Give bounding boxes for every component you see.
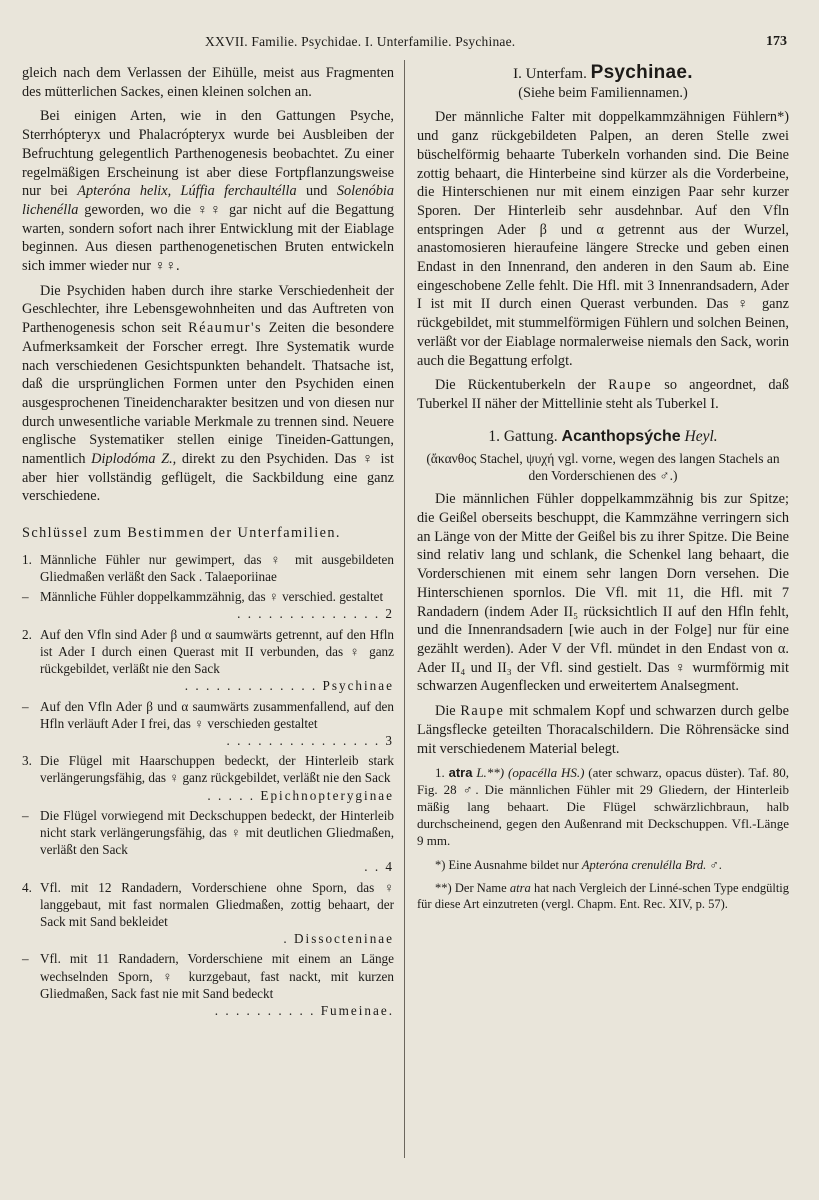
footnote-text: **) Der Name bbox=[435, 880, 507, 895]
footnote-species: Apteróna crenulélla Brd. bbox=[581, 858, 707, 873]
paragraph-text: direkt zu den Psychiden. Das ♀ ist aber hier vollständig geflügelt, die Sackbildung eine ganz verschiedene. bbox=[22, 451, 395, 505]
key-text: Die Flügel vorwiegend mit Deckschuppen bedeckt, der Hinterleib nicht stark verlängerungsfähig, das ♀ mit deutlichen Gliedmaßen, verläßt den Sack bbox=[40, 807, 394, 858]
genus-larva-paragraph bbox=[417, 702, 789, 758]
paragraph-text: Die Psychiden haben durch ihre starke Verschiedenheit der Geschlechter, ihre Lebensgewohnheiten und das Auftreten von Parthenogenesis schon seit bbox=[22, 282, 394, 337]
species-names: Apteróna helix, Lúffia ferchaultélla bbox=[77, 183, 297, 200]
paragraph-text: und bbox=[306, 183, 328, 200]
key-entry bbox=[22, 551, 394, 585]
species-number: 1. bbox=[435, 765, 445, 781]
paragraph-text: Die bbox=[435, 703, 456, 720]
genus-label: 1. Gattung. bbox=[488, 427, 558, 445]
subfamily-note: (Siehe beim Familiennamen.) bbox=[518, 84, 688, 101]
key-entry bbox=[22, 950, 394, 1019]
paragraph-continuation: gleich nach dem Verlassen der Eihülle, meist aus Fragmenten des mütterlichen Sackes, einen kleinen solchen an. bbox=[22, 65, 394, 100]
column-divider bbox=[404, 60, 405, 1158]
key-entry bbox=[22, 698, 394, 750]
key-text: Auf den Vfln Ader β und α saumwärts zusammenfallend, auf den Hfln verläuft Ader I frei, das ♀ verschieden gestaltet bbox=[40, 698, 394, 731]
key-result: . . 4 bbox=[364, 859, 394, 875]
key-result: . . . . . . . . . . . . . . 2 bbox=[237, 606, 394, 622]
key-result: . . . . . . . . . . Fumeinae. bbox=[214, 1002, 394, 1018]
genus-name: Diplodóma Z., bbox=[91, 451, 177, 468]
key-result: . Dissocteninae bbox=[283, 931, 394, 947]
key-label: – bbox=[22, 951, 29, 967]
left-column bbox=[22, 64, 394, 1022]
key-entry bbox=[22, 879, 394, 948]
larva-term: Raupe bbox=[608, 377, 653, 394]
genus-heading bbox=[417, 428, 789, 447]
key-result: . . . . . Epichnopteryginae bbox=[207, 787, 394, 803]
footnote-text: *) Eine Ausnahme bildet nur bbox=[435, 858, 579, 873]
genus-description: Die männlichen Fühler doppelkammzähnig bis zur Spitze; die Geißel oberseits beschuppt, die Kammzähne verringern sich an Länge von der Mitte der Geißel bis zu ihrer Spitze. Die Beine sind relativ lang und schlank, die Schenkel lang behaart, die Vorderschienen mit einem sehr langen Dorn versehen. Die Hinterschienen spornlos. Die Vfl. mit 11, die Hfl. mit 7 Randadern (indem Ader II₅ rücksichtlich II auf den Hfln fehlt, und die Innenrandsadern [wie auch in der Folge] nur für eine gezählt werden). Ader V der Vfl. mündet in den Endast von α. Ader II₄ und II₃ der Vfl. sind gestielt. Das ♀ wurmförmig mit schwarzen Augenflecken und erweitertem Analsegment. bbox=[417, 491, 789, 695]
right-column bbox=[417, 64, 789, 919]
species-author: L.**) bbox=[476, 765, 505, 781]
key-label: – bbox=[22, 698, 29, 714]
footnote-term: atra bbox=[509, 880, 531, 895]
key-result: . . . . . . . . . . . . . . . 3 bbox=[226, 732, 394, 748]
species-name: Solenóbia lichenélla bbox=[22, 183, 395, 218]
key-label: 4. bbox=[22, 879, 32, 895]
paragraph-text: Zeiten die besondere Aufmerksamkeit der Forscher erregt. Ihre Systematik wurde nach verschiedenen Gesichtspunkten behandelt. Thatsache ist, daß die ursprünglichen Formen unter den Psychiden einen ausgesprochenen Tineidencharakter besitzen und von diesen nur durch unwesentliche variable Merkmale zu trennen sind. Neuere englische Systematiker stellen einige Tineiden-Gattungen, namentlich bbox=[22, 320, 395, 468]
key-title: Schlüssel zum Bestimmen der Unterfamilien. bbox=[22, 525, 341, 542]
key-label: 2. bbox=[22, 626, 32, 642]
key-label: – bbox=[22, 589, 29, 605]
species-entry bbox=[417, 764, 789, 849]
key-result: . . . . . . . . . . . . . Psychinae bbox=[184, 678, 394, 694]
footnote-text: ♂. bbox=[709, 858, 722, 873]
paragraph-text: so angeordnet, daß Tuberkel II näher der Mittellinie steht als Tuberkel I. bbox=[417, 377, 790, 412]
etymology-note: (ἄκανθος Stachel, ψυχή vgl. vorne, wegen des langen Stachels an den Vorderschienen des ♂.) bbox=[426, 451, 780, 484]
key-text: Vfl. mit 11 Randadern, Vorderschiene mit einem an Länge wechselnden Sporn, ♀ kurzgebaut, fast nackt, mit kurzen Gliedmaßen, Sack fast nie mit Sand bedeckt bbox=[40, 951, 394, 1001]
subfamily-label: I. Unterfam. bbox=[513, 66, 587, 82]
key-entry bbox=[22, 752, 394, 804]
footnote-1 bbox=[417, 857, 789, 874]
paragraph-text: mit schmalem Kopf und schwarzen durch gelbe Längsflecke geteilten Thoracalschildern. Die Röhrensäcke sind mit verschiedenem Material belegt. bbox=[417, 703, 789, 757]
page-number: 173 bbox=[766, 34, 787, 49]
running-head bbox=[0, 34, 819, 54]
key-label: 1. bbox=[22, 551, 32, 567]
species-name: atra bbox=[448, 765, 473, 781]
footnote-text: hat nach Vergleich der Linné-schen Type endgültig für diese Art einzutreten (vergl. Chapm. Ent. Rec. XIV, p. 57). bbox=[417, 880, 790, 912]
identification-key bbox=[22, 551, 394, 1019]
key-label: 3. bbox=[22, 753, 32, 769]
key-text: Auf den Vfln sind Ader β und α saumwärts getrennt, auf den Hfln ist Ader I durch einen Querast mit II verbunden, das ♀ ganz rückgebildet, verläßt nie den Sack bbox=[40, 626, 394, 677]
paragraph-text: Bei einigen Arten, wie in den Gattungen Psyche, Sterrhópteryx und Phalacrópteryx wurde bei Ausbleiben der Befruchtung gelegentlich Parthenogenesis beobachtet. Zu einer regelmäßigen Erscheinung ist aber diese Fortpflanzungsweise nur bei bbox=[22, 108, 394, 200]
genus-name: Acanthopsýche bbox=[561, 427, 681, 445]
key-text: Vfl. mit 12 Randadern, Vorderschiene ohne Sporn, das ♀ langgebaut, mit fast normalen Gliedmaßen, zottig behaart, der Sack mit Sand bekleidet bbox=[40, 879, 394, 929]
key-text: Die Flügel mit Haarschuppen bedeckt, der Hinterleib stark verlängerungsfähig, das ♀ ganz rückgebildet, verläßt nie den Sack bbox=[40, 753, 394, 786]
subfamily-description: Der männliche Falter mit doppelkammzähnigen Fühlern*) und ganz rückgebildeten Palpen, an deren Stelle zwei büschelförmig behaarte Tuberkeln vorhanden sind. Die Beine zottig behaart, die Hinterbeine sind kürzer als die Vorderbeine, die Hinterschienen nur mit einem einzigen Paar sehr kurzer Sporen. Der Hinterleib sehr ausdehnbar. Auf den Vfln entspringen Ader β und α getrennt aus der Wurzel, anastomosieren hieraufeine längere Strecke und geben einen Endast in den Innenrand, den anderen in den Saum ab. Eine eingeschobene Zelle fehlt. Die Hfl. mit 3 Innenrandsadern, Ader I ist mit II durch einen Querast verbunden. Das ♀ ganz rückgebildet, mit stummelförmigen Fühlern und solchen Beinen, verläßt vor der Eiablage normalerweise niemals den Sack, worin auch die Begattung erfolgt. bbox=[417, 109, 789, 369]
species-text: (ater schwarz, opacus düster). Taf. 80, Fig. 28 ♂. Die männlichen Fühler mit 29 Gliedern, der Hinterleib mäßig lang behaart. Die Flügel schwärzlichbraun, halb durchscheinend, gegen den Außenrand mit Deckschuppen. Vfl.-Länge 9 mm. bbox=[417, 765, 790, 849]
key-label: – bbox=[22, 807, 29, 823]
paragraph-text: geworden, wo die ♀♀ gar nicht auf die Begattung warten, sondern sofort nach ihrer Entwicklung mit der Eiablage beginnen. Aus diesen parthenogenetischen Bruten entwickeln sich immer wieder nur ♀♀. bbox=[22, 201, 394, 275]
subfamily-name: Psychinae. bbox=[590, 62, 693, 83]
key-text: Männliche Fühler nur gewimpert, das ♀ mit ausgebildeten Gliedmaßen verläßt den Sack . Talaeporiinae bbox=[40, 551, 394, 585]
running-head-title: XXVII. Familie. Psychidae. I. Unterfamilie. Psychinae. bbox=[205, 34, 516, 49]
paragraph-systematics bbox=[22, 282, 394, 506]
key-text: Männliche Fühler doppelkammzähnig, das ♀ verschied. gestaltet bbox=[40, 589, 384, 605]
larva-term: Raupe bbox=[460, 703, 505, 720]
species-synonym: (opacélla HS.) bbox=[508, 765, 585, 781]
footnote-2 bbox=[417, 880, 789, 913]
paragraph-parthenogenesis bbox=[22, 107, 394, 275]
paragraph-text: Die Rückentuberkeln der bbox=[435, 377, 596, 394]
genus-author: Heyl. bbox=[684, 427, 718, 445]
subfamily-heading bbox=[417, 64, 789, 84]
larva-paragraph bbox=[417, 376, 789, 413]
key-entry bbox=[22, 588, 394, 622]
key-entry bbox=[22, 626, 394, 695]
key-entry bbox=[22, 807, 394, 876]
author-name: Réaumur's bbox=[188, 320, 263, 337]
